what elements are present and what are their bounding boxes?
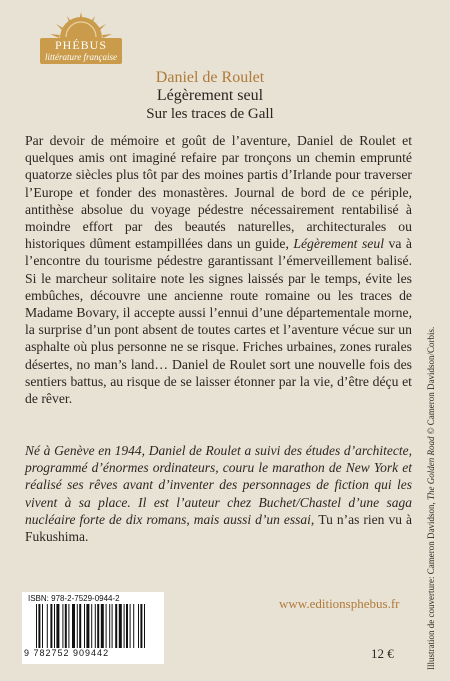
barcode-box bbox=[22, 592, 164, 664]
barcode-bar bbox=[130, 604, 131, 648]
bio-text: Né à Genève en 1944, Daniel de Roulet a suivi des études d’architecte, programmé d’énormes ordinateurs, couru le marathon de New York et réalisé ses rêves avant d’inventer des personnages de fiction qui les vivent à sa place. Il est l’auteur chez Buchet/Chastel d’une saga nucléaire forte de dix romans, mais aussi d’un essai, bbox=[25, 443, 412, 527]
cover-credit bbox=[426, 0, 436, 670]
barcode-bar bbox=[101, 604, 104, 648]
barcode-bar bbox=[36, 604, 37, 648]
barcode-bar bbox=[115, 604, 117, 648]
book-subtitle: Sur les traces de Gall bbox=[146, 106, 274, 122]
author-name: Daniel de Roulet bbox=[155, 69, 265, 86]
barcode-bar bbox=[86, 604, 89, 648]
barcode-bar bbox=[68, 604, 69, 648]
title-block bbox=[0, 68, 420, 123]
book-summary bbox=[25, 132, 412, 407]
barcode-bar bbox=[84, 604, 85, 648]
barcode-bar bbox=[95, 604, 96, 648]
barcode-bar bbox=[50, 604, 52, 648]
barcode-bar bbox=[144, 604, 145, 648]
bio-essay-title: Tu n’as rien vu à Fukushima. bbox=[25, 511, 412, 545]
barcode-bar bbox=[97, 604, 99, 648]
barcode-bar bbox=[140, 604, 142, 648]
summary-part-1: Par devoir de mémoire et goût de l’aventure, Daniel de Roulet et quelques amis ont imaginé refaire par tronçons un chemin emprunté quatorze siècles plus tôt par des moines partis d’Irlande pour traverser l’Europe et fonder des monastères. Journal de bord de ce périple, antithèse absolue du voyage pédestre nécessairement rentabilisé à moindre effort par des beautés naturelles, architecturales ou historiques dûment estampillées dans un guide, bbox=[25, 133, 412, 252]
barcode-bar bbox=[77, 604, 78, 648]
barcode-bar bbox=[38, 604, 40, 648]
barcode-bar bbox=[119, 604, 122, 648]
barcode-digits: 9 782752 909442 bbox=[24, 648, 110, 658]
barcode-bar bbox=[62, 604, 63, 648]
barcode-bar bbox=[133, 604, 134, 648]
summary-title-reference: Légèrement seul bbox=[293, 236, 385, 252]
publisher-logo bbox=[40, 8, 122, 64]
credit-work: The Golden Road bbox=[426, 436, 436, 501]
barcode-bar bbox=[42, 604, 43, 648]
logo-tagline: littérature française bbox=[45, 52, 117, 62]
book-title: Légèrement seul bbox=[156, 87, 264, 104]
barcode-bar bbox=[109, 604, 110, 648]
logo-name: PHÉBUS bbox=[54, 38, 107, 52]
barcode-bar bbox=[72, 604, 75, 648]
barcode-bar bbox=[112, 604, 113, 648]
barcode-icon bbox=[36, 604, 154, 648]
price-label: 12 € bbox=[371, 646, 394, 661]
summary-part-2: va à l’encontre du tourisme pédestre garantissant l’émerveillement balisé. Si le marcheur solitaire note les signes laissés par le temps, évite les embûches, découvre une ancienne route romaine ou les traces de Madame Bovary, il accepte aussi l’ennui d’une départementale morne, la surprise d’un pont absent de toutes cartes et l’aventure vécue sur un asphalte où plus personne ne se risque. Friches urbaines, zones rurales désertes, no man’s land… Daniel de Roulet sort une nouvelle fois des sentiers battus, au risque de se laisser étonner par la vie, d’être déçu et de rêver. bbox=[25, 236, 412, 407]
publisher-url[interactable]: www.editionsphebus.fr bbox=[279, 596, 400, 611]
barcode-bar bbox=[91, 604, 92, 648]
barcode-bar bbox=[138, 604, 139, 648]
barcode-bar bbox=[124, 604, 125, 648]
barcode-bar bbox=[79, 604, 81, 648]
author-bio bbox=[25, 442, 412, 545]
barcode-bar bbox=[65, 604, 67, 648]
credit-part-2: © Cameron Davidson/Corbis. bbox=[426, 326, 436, 437]
barcode-bar bbox=[106, 604, 107, 648]
barcode-bar bbox=[47, 604, 48, 648]
credit-part-1: Illustration de couverture: Cameron Davidson, bbox=[426, 500, 436, 670]
barcode-bar bbox=[126, 604, 128, 648]
barcode-bar bbox=[54, 604, 55, 648]
isbn-label: ISBN: 978-2-7529-0944-2 bbox=[28, 594, 120, 603]
barcode-bar bbox=[56, 604, 59, 648]
